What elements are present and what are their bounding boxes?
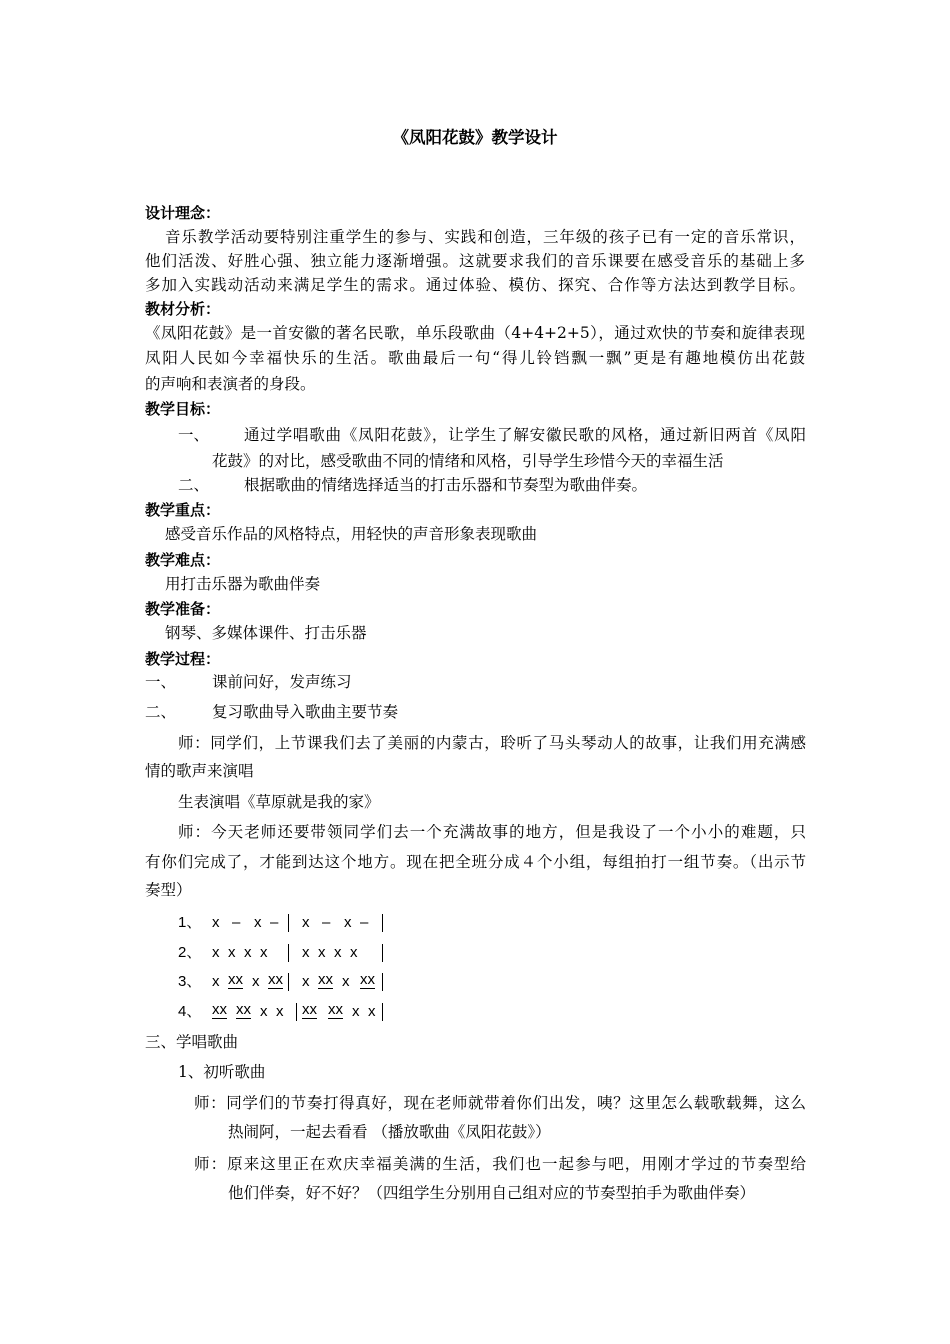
rhythm-dash: –	[270, 914, 279, 931]
rhythm-note: x	[244, 944, 252, 961]
rhythm-note: x	[254, 914, 262, 931]
goals-heading: 教学目标：	[145, 400, 221, 418]
rhythm-eighth-pair: xx	[302, 1001, 317, 1018]
dialogue-line: 师：同学们的节奏打得真好，现在老师就带着你们出发，咦？这里怎么载歌载舞，这么	[194, 1094, 806, 1112]
rhythm-eighth-pair: xx	[212, 1001, 227, 1018]
document-title: 《凤阳花鼓》教学设计	[392, 128, 558, 147]
rhythm-note: x	[276, 1003, 284, 1020]
goal-line: 花鼓》的对比，感受歌曲不同的情绪和风格，引导学生珍惜今天的幸福生活	[212, 452, 724, 470]
goal-line: 通过学唱歌曲《凤阳花鼓》，让学生了解安徽民歌的风格，通过新旧两首《凤阳	[244, 426, 806, 444]
step-number: 一、	[145, 673, 177, 691]
prep-heading: 教学准备：	[145, 600, 221, 618]
dialogue-line: 他们伴奏，好不好？（四组学生分别用自己组对应的节奏型拍手为歌曲伴奏）	[228, 1184, 756, 1202]
rhythm-note: x	[260, 1003, 268, 1020]
rhythm-note: x	[352, 1003, 360, 1020]
dialogue-line: 热闹阿，一起去看看 （播放歌曲《凤阳花鼓》）	[228, 1123, 551, 1141]
rhythm-note: x	[212, 944, 220, 961]
rhythm-note: x	[228, 944, 236, 961]
dialogue-line: 师：今天老师还要带领同学们去一个充满故事的地方，但是我设了一个小小的难题，只	[178, 823, 806, 841]
rhythm-note: x	[302, 944, 310, 961]
rhythm-dash: –	[360, 914, 369, 931]
dialogue-line: 师：同学们，上节课我们去了美丽的内蒙古，聆听了马头琴动人的故事，让我们用充满感	[178, 734, 806, 752]
rhythm-note: x	[344, 914, 352, 931]
rhythm-row	[178, 912, 398, 934]
rhythm-eighth-pair: xx	[228, 971, 243, 988]
goal-number: 二、	[178, 476, 210, 494]
rhythm-note: x	[302, 914, 310, 931]
rhythm-dash: –	[232, 914, 241, 931]
rhythm-row	[178, 1001, 398, 1023]
rhythm-eighth-pair: xx	[360, 971, 375, 988]
dialogue-line: 师：原来这里正在欢庆幸福美满的生活，我们也一起参与吧，用刚才学过的节奏型给	[194, 1155, 806, 1173]
process-heading: 教学过程：	[145, 650, 221, 668]
barline	[382, 914, 383, 932]
barline	[288, 944, 289, 962]
prep-text: 钢琴、多媒体课件、打击乐器	[165, 624, 367, 642]
rhythm-dash: –	[322, 914, 331, 931]
key-text: 感受音乐作品的风格特点，用轻快的声音形象表现歌曲	[165, 525, 538, 543]
rhythm-number: 4、	[178, 1003, 202, 1020]
analysis-line: 《凤阳花鼓》是一首安徽的著名民歌，单乐段歌曲（4+4+2+5），通过欢快的节奏和旋律表现	[145, 324, 805, 342]
analysis-heading: 教材分析：	[145, 300, 221, 318]
concept-line: 多加入实践动活动来满足学生的需求。通过体验、模仿、探究、合作等方法达到教学目标。	[145, 276, 805, 294]
barline	[296, 1003, 297, 1021]
goal-number: 一、	[178, 426, 210, 444]
analysis-line: 的声响和表演者的身段。	[145, 375, 316, 393]
rhythm-note: x	[368, 1003, 376, 1020]
rhythm-note: x	[342, 973, 350, 990]
rhythm-note: x	[302, 973, 310, 990]
dialogue-line: 有你们完成了，才能到达这个地方。现在把全班分成４个小组，每组拍打一组节奏。（出示节	[145, 853, 806, 871]
dialogue-line: 生表演唱《草原就是我的家》	[178, 793, 380, 811]
step-heading: 三、学唱歌曲	[145, 1033, 239, 1051]
rhythm-note: x	[350, 944, 358, 961]
step-number: 二、	[145, 703, 177, 721]
rhythm-row	[178, 942, 398, 964]
rhythm-eighth-pair: xx	[318, 971, 333, 988]
barline	[382, 973, 383, 991]
dialogue-line: 奏型）	[145, 881, 192, 899]
rhythm-eighth-pair: xx	[328, 1001, 343, 1018]
goal-line: 根据歌曲的情绪选择适当的打击乐器和节奏型为歌曲伴奏。	[244, 476, 648, 494]
barline	[382, 1003, 383, 1021]
concept-line: 音乐教学活动要特别注重学生的参与、实践和创造，三年级的孩子已有一定的音乐常识，	[165, 228, 805, 246]
rhythm-eighth-pair: xx	[236, 1001, 251, 1018]
barline	[288, 973, 289, 991]
step-text: 课前问好，发声练习	[212, 673, 352, 691]
key-heading: 教学重点：	[145, 501, 221, 519]
rhythm-note: x	[260, 944, 268, 961]
rhythm-number: 2、	[178, 944, 202, 961]
rhythm-note: x	[212, 914, 220, 931]
rhythm-note: x	[252, 973, 260, 990]
barline	[288, 914, 289, 932]
rhythm-eighth-pair: xx	[268, 971, 283, 988]
rhythm-note: x	[212, 973, 220, 990]
analysis-line: 凤阳人民如今幸福快乐的生活。歌曲最后一句“得儿铃铛飘一飘”更是有趣地模仿出花鼓	[145, 349, 805, 367]
rhythm-number: 1、	[178, 914, 202, 931]
concept-heading: 设计理念：	[145, 204, 221, 222]
step-text: 复习歌曲导入歌曲主要节奏	[212, 703, 399, 721]
rhythm-row	[178, 971, 398, 993]
rhythm-note: x	[334, 944, 342, 961]
difficulty-text: 用打击乐器为歌曲伴奏	[165, 575, 321, 593]
difficulty-heading: 教学难点：	[145, 551, 221, 569]
rhythm-number: 3、	[178, 973, 202, 990]
dialogue-line: 情的歌声来演唱	[145, 762, 254, 780]
rhythm-note: x	[318, 944, 326, 961]
barline	[382, 944, 383, 962]
substep-heading: 1、初听歌曲	[178, 1063, 266, 1081]
concept-line: 他们活泼、好胜心强、独立能力逐渐增强。这就要求我们的音乐课要在感受音乐的基础上多	[145, 252, 805, 270]
